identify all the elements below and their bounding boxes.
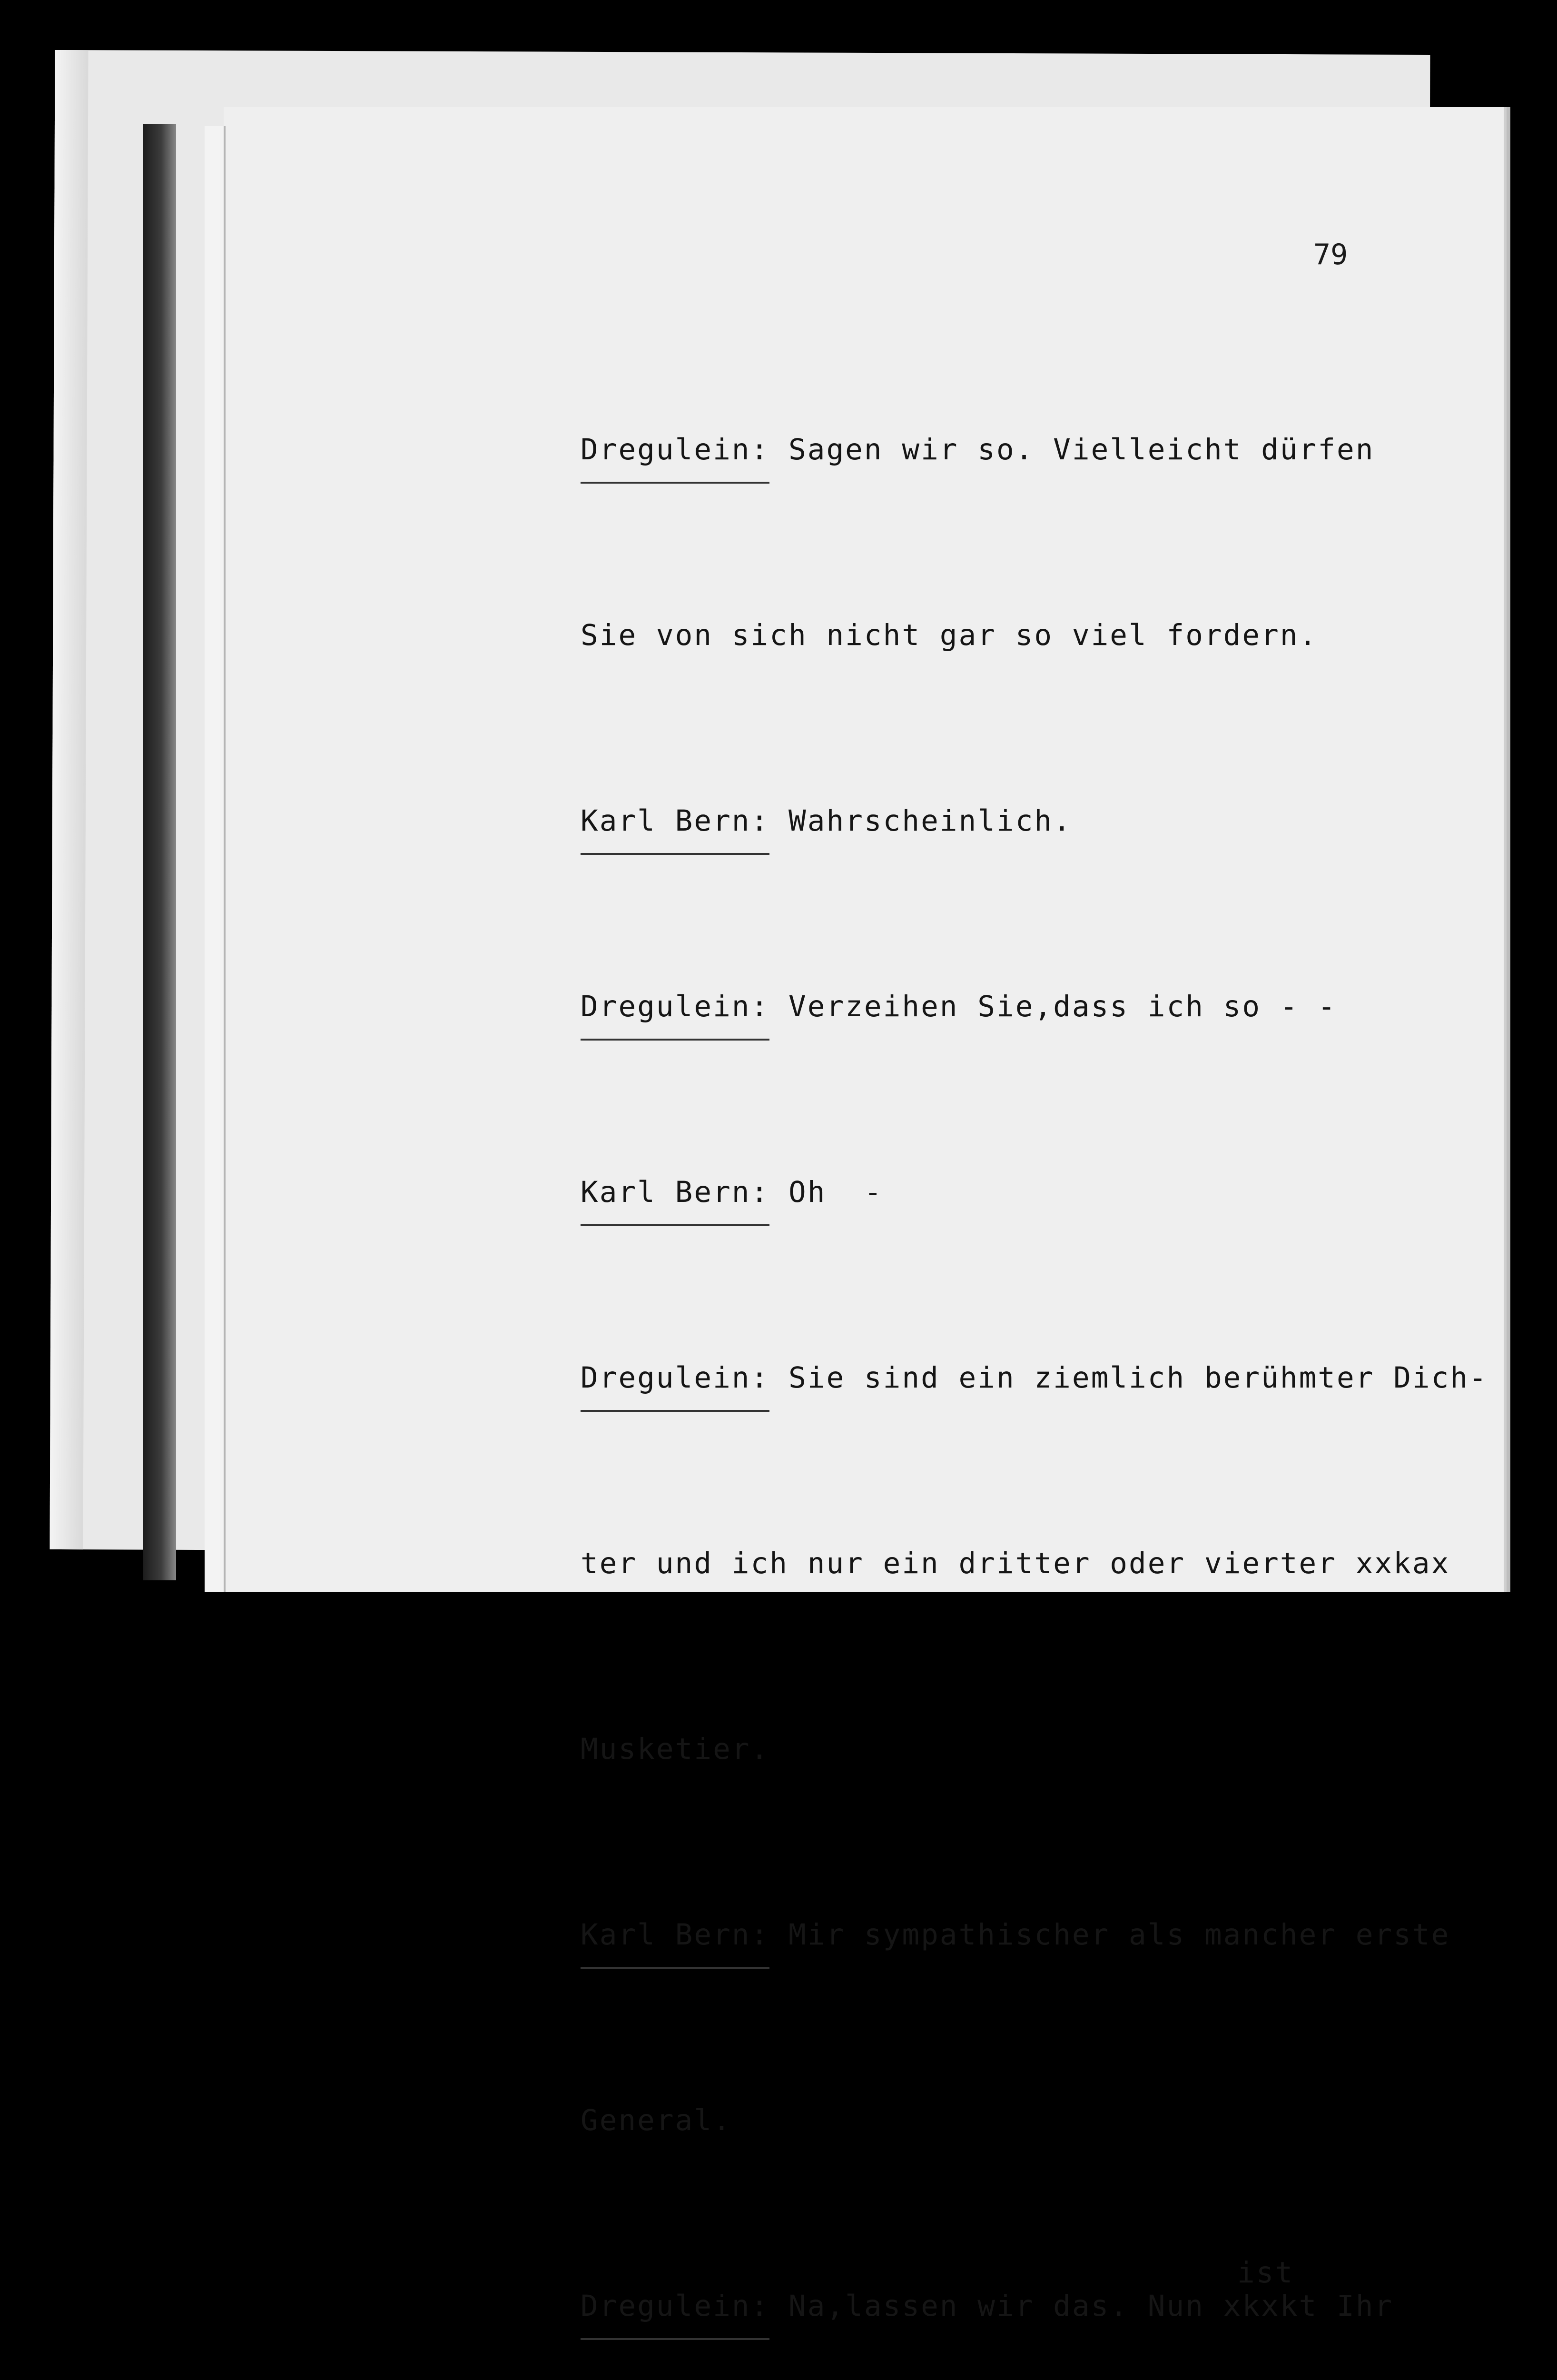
speaker-label: Karl Bern: — [581, 1161, 769, 1226]
line-text: Sie sind ein ziemlich berühmter Dich- — [769, 1361, 1488, 1395]
text-line — [581, 605, 1485, 666]
text-line — [581, 2090, 1485, 2152]
line-text: Wahrscheinlich. — [769, 804, 1072, 838]
manuscript-text — [581, 295, 1488, 2380]
line-text: General. — [581, 2103, 732, 2137]
line-text: Musketier. — [581, 1732, 770, 1766]
line-text: Sagen wir so. Vielleicht dürfen — [769, 433, 1375, 466]
line-text: Na,lassen wir das. Nun xkxkt Ihr — [769, 2289, 1394, 2323]
text-line — [581, 419, 1485, 481]
text-line — [581, 1347, 1488, 1409]
speaker-label: Dregulein: — [581, 976, 769, 1041]
text-line — [581, 976, 1485, 1038]
text-line — [581, 1161, 1485, 1223]
speaker-label: Dregulein: — [581, 2275, 769, 2340]
line-text: Sie von sich nicht gar so viel fordern. — [581, 618, 1318, 652]
line-text: Verzeihen Sie,dass ich so - - — [769, 990, 1337, 1023]
line-text: Mir sympathischer als mancher erste — [769, 1918, 1450, 1952]
speaker-label: Karl Bern: — [581, 1904, 769, 1969]
page-number: 79 — [1313, 238, 1348, 271]
text-line — [581, 1533, 1485, 1595]
text-line — [581, 1718, 1485, 1780]
speaker-label: Karl Bern: — [581, 790, 769, 855]
line-text: ter und ich nur ein dritter oder vierter xxkax — [581, 1547, 1450, 1580]
speaker-label: Dregulein: — [581, 419, 769, 484]
text-line — [581, 1904, 1485, 1966]
handwritten-insertion: ist — [1237, 2256, 1294, 2290]
text-line — [581, 790, 1485, 852]
binding-strip — [143, 124, 176, 1580]
line-text: Oh - — [769, 1175, 883, 1209]
text-line — [581, 2256, 1485, 2337]
speaker-label: Dregulein: — [581, 1347, 769, 1412]
